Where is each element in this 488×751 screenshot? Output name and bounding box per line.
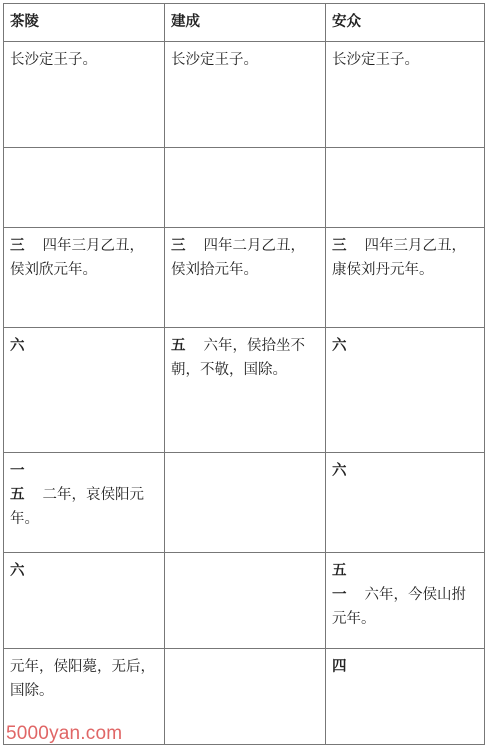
header-jiancheng: 建成 bbox=[165, 4, 326, 42]
table-cell bbox=[4, 228, 165, 328]
table-cell bbox=[326, 649, 485, 745]
table-cell bbox=[4, 328, 165, 453]
records-table bbox=[3, 3, 485, 745]
header-chaling: 茶陵 bbox=[4, 4, 165, 42]
year-count: 六 bbox=[10, 337, 25, 354]
table-row bbox=[4, 228, 485, 328]
year-count: 一 bbox=[10, 462, 25, 479]
header-row bbox=[4, 4, 485, 42]
cell-empty bbox=[326, 148, 485, 228]
table-cell bbox=[326, 553, 485, 649]
table-row bbox=[4, 42, 485, 148]
year-count: 三 bbox=[10, 237, 25, 254]
year-count: 五 bbox=[332, 562, 347, 579]
cell-text: 四年三月乙丑，侯刘欣元年。 bbox=[10, 238, 144, 278]
cell-text: 六年，侯拾坐不朝，不敬，国除。 bbox=[171, 338, 305, 378]
header-anzhong: 安众 bbox=[326, 4, 485, 42]
table-cell bbox=[165, 328, 326, 453]
site-watermark: 5000yan.com bbox=[6, 723, 123, 744]
cell-origin-jiancheng: 长沙定王子。 bbox=[165, 42, 326, 148]
year-count: 五 bbox=[171, 337, 186, 354]
table-row bbox=[4, 453, 485, 553]
table-row bbox=[4, 148, 485, 228]
cell-empty bbox=[165, 148, 326, 228]
cell-empty bbox=[165, 553, 326, 649]
year-count: 六 bbox=[10, 562, 25, 579]
table-cell bbox=[165, 228, 326, 328]
table-cell bbox=[4, 553, 165, 649]
year-count-second: 五 bbox=[10, 486, 25, 503]
cell-text: 六年，今侯山拊元年。 bbox=[332, 587, 466, 627]
table-cell bbox=[326, 228, 485, 328]
year-count-second: 一 bbox=[332, 586, 347, 603]
table-row bbox=[4, 328, 485, 453]
cell-text: 四年二月乙丑，侯刘拾元年。 bbox=[171, 238, 305, 278]
cell-empty bbox=[165, 453, 326, 553]
year-count: 三 bbox=[332, 237, 347, 254]
cell-origin-chaling: 长沙定王子。 bbox=[4, 42, 165, 148]
cell-text: 二年，哀侯阳元年。 bbox=[10, 487, 144, 527]
cell-empty bbox=[165, 649, 326, 745]
table-cell bbox=[326, 453, 485, 553]
table-row bbox=[4, 553, 485, 649]
year-count: 六 bbox=[332, 337, 347, 354]
year-count: 四 bbox=[332, 658, 347, 675]
year-count: 六 bbox=[332, 462, 347, 479]
cell-origin-anzhong: 长沙定王子。 bbox=[326, 42, 485, 148]
cell-empty bbox=[4, 148, 165, 228]
year-count: 三 bbox=[171, 237, 186, 254]
cell-text: 四年三月乙丑，康侯刘丹元年。 bbox=[332, 238, 466, 278]
table-cell bbox=[4, 453, 165, 553]
table-cell bbox=[326, 328, 485, 453]
cell-text: 元年，侯阳薨，无后，国除。 bbox=[10, 659, 155, 699]
